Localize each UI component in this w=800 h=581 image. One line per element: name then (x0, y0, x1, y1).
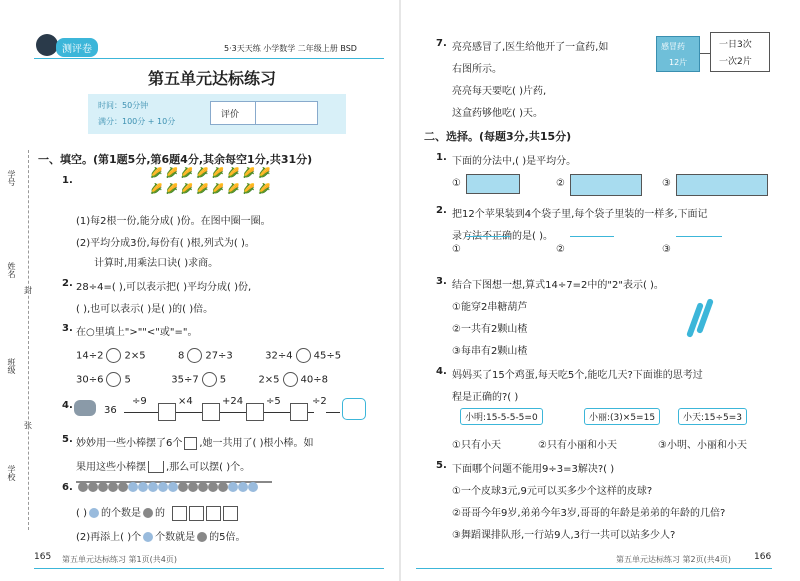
left-page-number: 165 (34, 552, 52, 562)
pot-icon (342, 398, 366, 420)
s2q4-box2: 小丽:(3)×5=15 (584, 408, 660, 425)
margin-xuehao: 学号 (7, 170, 16, 186)
margin-zhang: 张 (24, 421, 32, 430)
medicine-box-count: 12片 (669, 58, 688, 67)
q2-line1: 28÷4=( ),可以表示把( )平均分成( )份, (76, 282, 252, 293)
s2q4-box3: 小天:15÷5=3 (678, 408, 747, 425)
square-icon (184, 437, 197, 450)
s2q4-line2: 程是正确的?( ) (452, 392, 519, 403)
s2q3-opt1[interactable]: ①能穿2串糖葫芦 (452, 302, 528, 313)
s2q2-opt1[interactable]: ① (452, 244, 461, 255)
binding-line (28, 150, 29, 530)
s2q2-line2: 录方法不正确的是( )。 (452, 231, 553, 242)
q4-op4: ÷5 (266, 396, 281, 407)
right-page (400, 0, 800, 581)
s2q1-opt2[interactable]: ② (556, 178, 565, 189)
margin-feng: 封 (24, 286, 32, 295)
s2q2-opt3[interactable]: ③ (662, 244, 671, 255)
s2q5-number: 5. (436, 460, 447, 471)
q3-row1: 14÷2 2×5 8 27÷3 32÷4 45÷5 (76, 348, 341, 363)
compare-circle[interactable] (106, 372, 121, 387)
s2q4-opt1[interactable]: ①只有小天 (452, 440, 501, 451)
q2-number: 2. (62, 278, 73, 289)
medicine-box-label: 感冒药 (661, 42, 685, 51)
info-box (88, 94, 346, 134)
q4-box[interactable] (202, 403, 220, 421)
s2q3-text: 结合下图想一想,算式14÷7=2中的"2"表示( )。 (452, 280, 664, 291)
margin-banji: 班级 (7, 358, 16, 374)
series-label: 5·3天天练 小学数学 二年级上册 BSD (224, 44, 357, 53)
test-badge: 测评卷 (56, 38, 98, 57)
right-page-number: 166 (754, 552, 772, 562)
s2q5-opt1[interactable]: ①一个皮球3元,9元可以买多少个这样的皮球? (452, 486, 653, 497)
page-title: 第五单元达标练习 (148, 69, 277, 88)
s2q5-opt3[interactable]: ③舞蹈课排队形,一行站9人,3行一共可以站多少人? (452, 530, 676, 541)
margin-xingming: 姓名 (7, 262, 16, 278)
q5-line1: 妙妙用一些小棒摆了6个 ,她一共用了( )根小棒。如 (76, 438, 314, 449)
section2-title: 二、选择。(每题3分,共15分) (424, 130, 572, 143)
q7-line3: 亮亮每天要吃( )片药, (452, 86, 547, 97)
q4-op5: ÷2 (312, 396, 327, 407)
s2q4-line1: 妈妈买了15个鸡蛋,每天吃5个,能吃几天?下面谁的思考过 (452, 370, 703, 381)
s2q4-opt3[interactable]: ③小明、小丽和小天 (658, 440, 747, 451)
compare-circle[interactable] (187, 348, 202, 363)
s2q1-opt1[interactable]: ① (452, 178, 461, 189)
s2q2-number: 2. (436, 205, 447, 216)
s2q4-number: 4. (436, 366, 447, 377)
q3-row2: 30÷6 5 35÷7 5 2×5 40÷8 (76, 372, 328, 387)
s2q3-opt3[interactable]: ③每串有2颗山楂 (452, 346, 528, 357)
circle-groups-2 (676, 174, 768, 196)
q4-box[interactable] (158, 403, 176, 421)
q7-number: 7. (436, 38, 447, 49)
q7-line2: 右图所示。 (452, 64, 502, 75)
margin-xuexiao: 学校 (7, 465, 16, 481)
left-footer-text: 第五单元达标练习 第1页(共4页) (62, 555, 177, 564)
corn-icons-2: 🌽🌽🌽🌽🌽🌽🌽🌽 (150, 184, 274, 195)
page-fold (399, 0, 401, 581)
q5-line2: 果用这些小棒摆 ,那么可以摆( )个。 (76, 462, 251, 473)
q4-box[interactable] (246, 403, 264, 421)
tree-diagram-3 (676, 236, 722, 265)
section1-title: 一、填空。(第1题5分,第6题4分,其余每空1分,共31分) (38, 153, 313, 166)
time-label: 时间：50分钟 (98, 101, 149, 110)
dosage-rule2: 一次2片 (719, 57, 752, 67)
q4-number: 4. (62, 400, 73, 411)
q1-line3: 计算时,用乘法口诀( )求商。 (94, 258, 219, 269)
q4-op1: ÷9 (132, 396, 147, 407)
corn-icons: 🌽🌽🌽🌽🌽🌽🌽🌽 (150, 168, 274, 179)
s2q5-text: 下面哪个问题不能用9÷3=3解决?( ) (452, 464, 615, 475)
header-rule (34, 58, 384, 59)
mascot-icon (36, 34, 58, 56)
s2q4-opt2[interactable]: ②只有小丽和小天 (538, 440, 617, 451)
q6-number: 6. (62, 482, 73, 493)
q4-op3: +24 (222, 396, 244, 407)
q1-line1: (1)每2根一份,能分成( )份。在图中圈一圈。 (76, 216, 271, 227)
tree-diagram-1 (466, 236, 510, 265)
q6-line1: ( ) 的个数是 的 (76, 504, 240, 521)
eval-box (210, 101, 318, 125)
compare-circle[interactable] (202, 372, 217, 387)
s2q2-opt2[interactable]: ② (556, 244, 565, 255)
trapezoid-icon (148, 461, 164, 473)
medicine-box (656, 36, 700, 72)
dosage-box (710, 32, 770, 72)
q3-text: 在○里填上">""<"或"="。 (76, 327, 198, 338)
tree-diagram-2 (570, 236, 614, 265)
candied-hawthorn-icon (690, 296, 720, 340)
compare-circle[interactable] (283, 372, 298, 387)
s2q5-opt2[interactable]: ②哥哥今年9岁,弟弟今年3岁,哥哥的年龄是弟弟的年龄的几倍? (452, 508, 726, 519)
triangle-groups (466, 174, 520, 194)
s2q2-line1: 把12个苹果装到4个袋子里,每个袋子里装的一样多,下面记 (452, 209, 708, 220)
eval-label: 评价 (221, 110, 240, 120)
compare-circle[interactable] (106, 348, 121, 363)
s2q1-opt3[interactable]: ③ (662, 178, 671, 189)
s2q4-box1: 小明:15-5-5-5=0 (460, 408, 543, 425)
s2q3-number: 3. (436, 276, 447, 287)
q7-line4: 这盒药够他吃( )天。 (452, 108, 543, 119)
compare-circle[interactable] (296, 348, 311, 363)
q7-line1: 亮亮感冒了,医生给他开了一盒药,如 (452, 42, 609, 53)
circle-groups (570, 174, 642, 196)
q4-box[interactable] (290, 403, 308, 421)
q1-number: 1. (62, 175, 73, 186)
s2q3-opt2[interactable]: ②一共有2颗山楂 (452, 324, 528, 335)
bead-string (78, 476, 258, 495)
q5-number: 5. (62, 434, 73, 445)
q1-line2: (2)平均分成3份,每份有( )根,列式为( )。 (76, 238, 255, 249)
right-footer-text: 第五单元达标练习 第2页(共4页) (616, 555, 731, 564)
q6-line2: (2)再添上( )个 个数就是 的5倍。 (76, 532, 246, 543)
score-label: 满分：100分 + 10分 (98, 117, 176, 126)
dosage-rule1: 一日3次 (719, 40, 752, 50)
q4-start: 36 (104, 405, 117, 416)
drum-icon (74, 400, 96, 416)
q4-op2: ×4 (178, 396, 193, 407)
q3-number: 3. (62, 323, 73, 334)
s2q1-text: 下面的分法中,( )是平均分。 (452, 156, 577, 167)
s2q1-number: 1. (436, 152, 447, 163)
q2-line2: ( ),也可以表示( )是( )的( )倍。 (76, 304, 214, 315)
